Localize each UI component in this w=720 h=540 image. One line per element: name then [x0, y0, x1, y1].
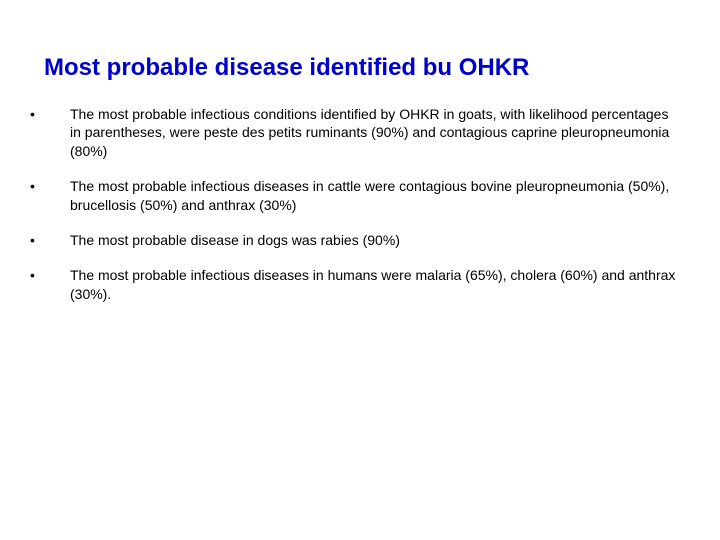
bullet-text: The most probable infectious diseases in humans were malaria (65%), cholera (60%) and anthrax (30%). — [70, 267, 676, 302]
bullet-marker: • — [30, 267, 35, 284]
bullet-text: The most probable disease in dogs was rabies (90%) — [70, 232, 400, 249]
bullet-item-goats — [30, 105, 680, 160]
bullet-text: The most probable infectious diseases in cattle were contagious bovine pleuropneumonia (50%), brucellosis (50%) and anthrax (30%) — [70, 178, 670, 213]
bullet-list — [30, 105, 680, 303]
bullet-item-humans — [30, 266, 680, 303]
bullet-item-cattle — [30, 177, 680, 214]
bullet-marker: • — [30, 106, 35, 122]
bullet-text: The most probable infectious conditions identified by OHKR in goats, with likelihood percentages in parentheses, were peste des petits ruminants (90%) and contagious caprine pleuropneumonia (80%) — [70, 106, 670, 159]
bullet-marker: • — [30, 178, 35, 195]
slide-title: Most probable disease identified bu OHKR — [44, 54, 530, 81]
bullet-item-dogs — [30, 231, 680, 249]
bullet-marker: • — [30, 232, 35, 249]
